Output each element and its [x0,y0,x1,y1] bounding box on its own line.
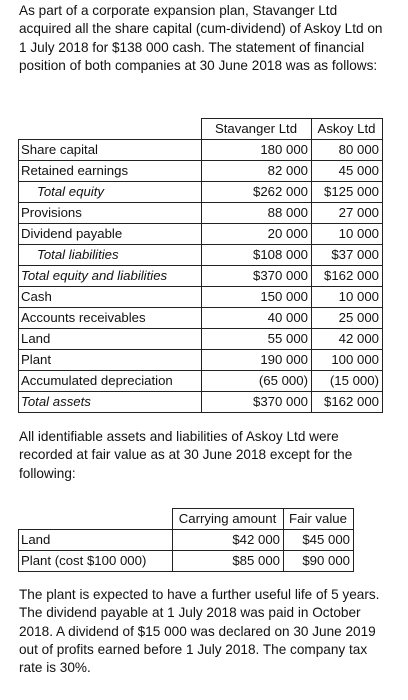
askoy-value: $125 000 [312,182,383,203]
row-label: Plant [19,350,202,371]
closing-paragraph: The plant is expected to have a further useful life of 5 years. The dividend payable at 1 July 2018 was paid in October 2018. A dividend of $15 000 was declared on 30 June 2019 out of profits earned before 1 July 2018. The company tax rate is 30%. [19,587,380,676]
row-label: Land [19,530,173,551]
askoy-value: 42 000 [312,329,383,350]
stavanger-value: 190 000 [202,350,312,371]
askoy-value: 45 000 [312,161,383,182]
carrying-amount-value: $85 000 [173,551,284,572]
table-row [19,551,354,572]
header-blank-cell [19,509,173,530]
row-label: Accumulated depreciation [19,371,202,392]
table-row [19,392,383,413]
row-label: Land [19,329,202,350]
table-row [19,245,383,266]
column-header-askoy: Askoy Ltd [312,119,383,140]
stavanger-value: $370 000 [202,392,312,413]
row-label: Plant (cost $100 000) [19,551,173,572]
table-row [19,203,383,224]
table-row [19,329,383,350]
table-row [19,530,354,551]
fair-value-table [18,508,354,572]
table-row [19,287,383,308]
table-row [19,182,383,203]
fair-value-value: $45 000 [284,530,354,551]
stavanger-value: $370 000 [202,266,312,287]
askoy-value: $37 000 [312,245,383,266]
askoy-value: 10 000 [312,287,383,308]
stavanger-value: 150 000 [202,287,312,308]
askoy-value: $162 000 [312,392,383,413]
financial-position-table [18,118,383,413]
askoy-value: 27 000 [312,203,383,224]
stavanger-value: 55 000 [202,329,312,350]
header-blank-cell [19,119,202,140]
stavanger-value: $108 000 [202,245,312,266]
askoy-value: $162 000 [312,266,383,287]
column-header-stavanger: Stavanger Ltd [202,119,312,140]
row-label: Total equity [19,182,202,203]
row-label: Total equity and liabilities [19,266,202,287]
askoy-value: (15 000) [312,371,383,392]
row-label: Dividend payable [19,224,202,245]
stavanger-value: 20 000 [202,224,312,245]
row-label: Retained earnings [19,161,202,182]
row-label: Provisions [19,203,202,224]
stavanger-value: 40 000 [202,308,312,329]
row-label: Total assets [19,392,202,413]
table-row [19,350,383,371]
table-row [19,266,383,287]
stavanger-value: (65 000) [202,371,312,392]
row-label: Total liabilities [19,245,202,266]
carrying-amount-value: $42 000 [173,530,284,551]
stavanger-value: 180 000 [202,140,312,161]
askoy-value: 25 000 [312,308,383,329]
stavanger-value: 88 000 [202,203,312,224]
table-header-row [19,509,354,530]
column-header-fair-value: Fair value [284,509,354,530]
askoy-value: 80 000 [312,140,383,161]
table-row [19,161,383,182]
askoy-value: 100 000 [312,350,383,371]
table-row [19,140,383,161]
stavanger-value: 82 000 [202,161,312,182]
stavanger-value: $262 000 [202,182,312,203]
fair-value-value: $90 000 [284,551,354,572]
intro-paragraph: As part of a corporate expansion plan, Stavanger Ltd acquired all the share capital (cum-dividend) of Askoy Ltd on 1 July 2018 for $138 000 cash. The statement of financial position of both companies at 30 June 2018 was as follows: [19,3,383,74]
table-row [19,224,383,245]
row-label: Share capital [19,140,202,161]
row-label: Accounts receivables [19,308,202,329]
table-header-row [19,119,383,140]
askoy-value: 10 000 [312,224,383,245]
fair-value-intro-paragraph: All identifiable assets and liabilities of Askoy Ltd were recorded at fair value as at 30 June 2018 except for the following: [19,429,353,481]
table-row [19,371,383,392]
row-label: Cash [19,287,202,308]
column-header-carrying-amount: Carrying amount [173,509,284,530]
table-row [19,308,383,329]
